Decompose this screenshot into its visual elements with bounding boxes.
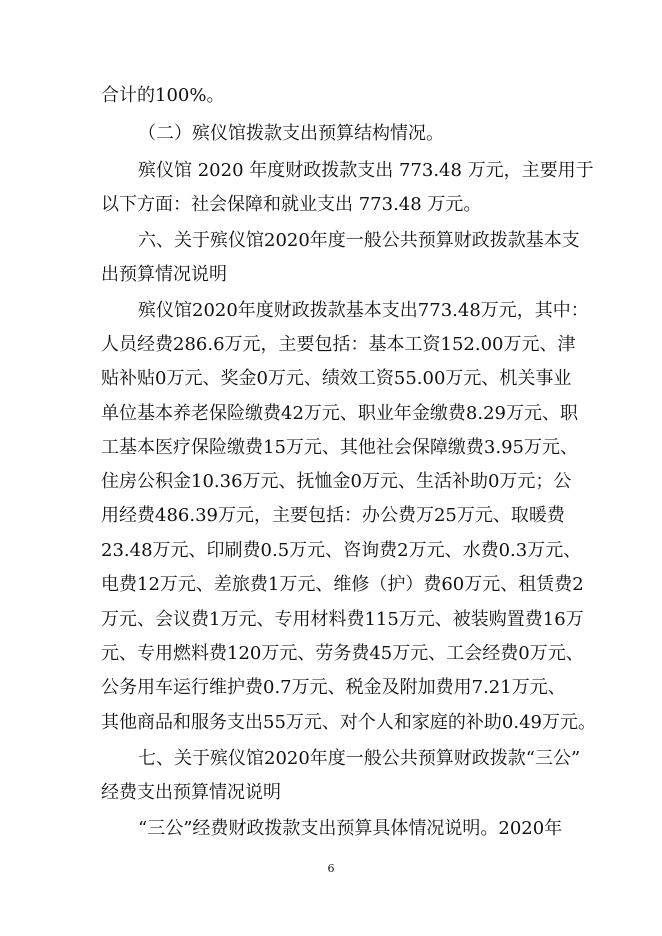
text-line-14: 23.48万元、印刷费0.5万元、咨询费2万元、水费0.3万元、 [101, 540, 582, 561]
page-number: 6 [327, 862, 335, 875]
text-line-19: 其他商品和服务支出55万元、对个人和家庭的补助0.49万元。 [101, 712, 596, 733]
text-line-20: 七、关于殡仪馆2020年度一般公共预算财政拨款“三公” [138, 748, 581, 769]
text-line-4: 以下方面：社会保障和就业支出 773.48 万元。 [101, 194, 482, 215]
text-line-5: 六、关于殡仪馆2020年度一般公共预算财政拨款基本支 [138, 230, 580, 251]
text-line-16: 万元、会议费1万元、专用材料费115万元、被装购置费16万 [101, 609, 584, 630]
text-line-7: 殡仪馆2020年度财政拨款基本支出773.48万元，其中： [138, 300, 589, 321]
text-line-17: 元、专用燃料费120万元、劳务费45万元、工会经费0万元、 [101, 643, 584, 664]
text-line-11: 工基本医疗保险缴费15万元、其他社会保障缴费3.95万元、 [101, 437, 578, 458]
text-line-8: 人员经费286.6万元，主要包括：基本工资152.00万元、津 [101, 334, 576, 355]
text-line-12: 住房公积金10.36万元、抚恤金0万元、生活补助0万元；公 [101, 471, 572, 492]
text-line-21: 经费支出预算情况说明 [101, 782, 281, 803]
text-line-6: 出预算情况说明 [101, 264, 227, 285]
text-line-15: 电费12万元、差旅费1万元、维修（护）费60万元、租赁费2 [101, 574, 584, 595]
text-line-18: 公务用车运行维护费0.7万元、税金及附加费用7.21万元、 [101, 677, 566, 698]
text-line-13: 用经费486.39万元，主要包括：办公费万25万元、取暖费 [101, 505, 565, 526]
text-line-9: 贴补贴0万元、奖金0万元、绩效工资55.00万元、机关事业 [101, 368, 572, 389]
text-line-22: “三公”经费财政拨款支出预算具体情况说明。2020年 [138, 818, 563, 839]
text-line-2: （二）殡仪馆拨款支出预算结构情况。 [138, 123, 444, 144]
text-line-3: 殡仪馆 2020 年度财政拨款支出 773.48 万元，主要用于 [138, 160, 594, 181]
text-line-10: 单位基本养老保险缴费42万元、职业年金缴费8.29万元、职 [101, 403, 578, 424]
text-line-1: 合计的100%。 [101, 85, 225, 106]
